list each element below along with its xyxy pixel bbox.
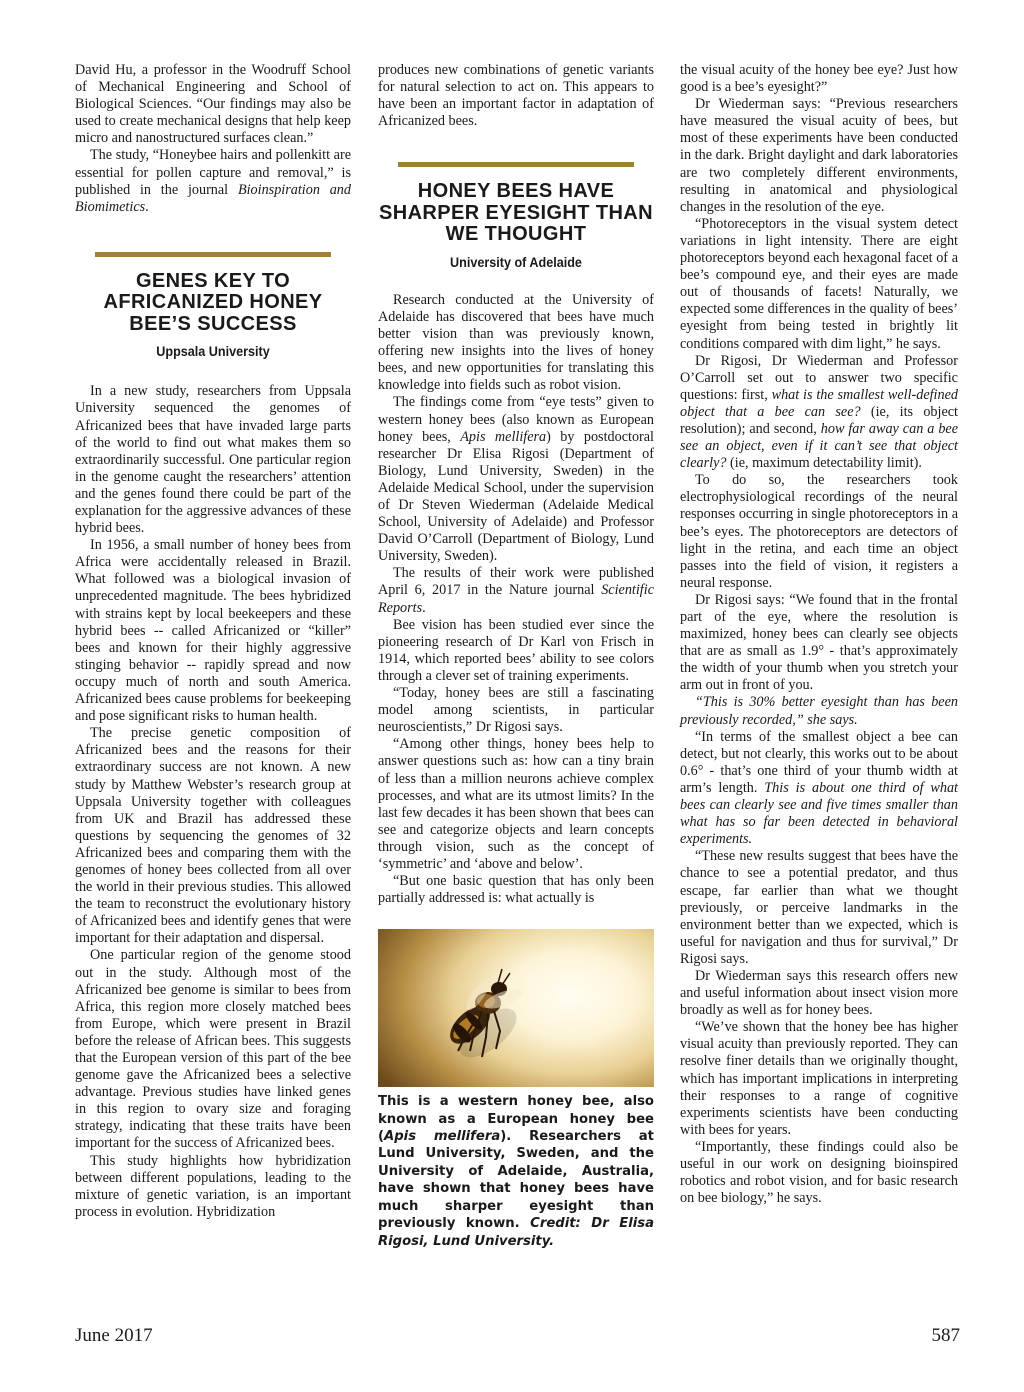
footer-date: June 2017 [75,1325,153,1346]
paragraph: “We’ve shown that the honey bee has higher visual acuity than previously reported. They can resolve finer details than we originally thought, which has important implications in interpreting their responses to a range of cognitive experiments scientists have been conducting with bees for years. [680,1019,958,1138]
paragraph: “These new results suggest that bees have the chance to see a potential predator, and thus escape, far earlier than what we thought previously, or perceive landmarks in the environment better than we expected, which is useful for navigation and thus for survival,” Dr Rigosi says. [680,848,958,967]
paragraph: David Hu, a professor in the Woodruff School of Mechanical Engineering and School of Biological Sciences. “Our findings may also be used to create mechanical designs that help keep micro and nanostructured surfaces clean.” [75,62,351,147]
section-divider [398,162,634,167]
paragraph-text: The study, “Honeybee hairs and pollenkitt are essential for pollen capture and removal,” is published in the journal [75,147,351,198]
column-1 [75,62,351,1221]
paragraph-text: (ie, maximum detectability limit). [726,455,922,472]
photo-credit: Credit: Dr Elisa Rigosi, Lund University. [378,1216,654,1249]
paragraph: To do so, the researchers took electrophysiological recordings of the neural responses occurring in single photoreceptors in a bee’s eyes. The photoreceptors are detectors of light in the retina, and each time an object passes into the field of vision, it registers a neural response. [680,472,958,591]
caption-text: This is a western honey bee, also known as a European honey bee ( [378,1094,654,1145]
paragraph [378,565,654,616]
paragraph-text: The findings come from “eye tests” given to western honey bees (also known as European honey bees, [378,394,654,445]
paragraph-text: . [422,599,426,616]
paragraph: In 1956, a small number of honey bees from Africa were accidentally released in Brazil. What followed was a biological invasion of unprecedented magnitude. The bees hybridized with strains kept by local beekeepers and these hybrid bees -- called Africanized or “killer” bees and known for their highly aggressive stinging behavior -- rapidly spread and now occupy much of north and south America. Africanized bees cause problems for beekeeping and pose significant risks to human health. [75,537,351,725]
paragraph: “Today, honey bees are still a fascinating model among scientists, in particular neuroscientists,” Dr Rigosi says. [378,685,654,736]
journal-name: Bioinspiration and Biomimetics [75,181,351,215]
column-3 [680,62,958,1207]
paragraph: One particular region of the genome stood out in the study. Although most of the Africanized bee genome is similar to bees from Africa, this region more closely matched bees from Europe, which were present in Brazil before the release of African bees. This suggests that the European version of this part of the bee genome gave the Africanized bees a selective advantage. Previous studies have linked genes in this region to ovary size and foraging strategy, indicating that these traits have been important for the success of Africanized bees. [75,947,351,1152]
paragraph-text: Dr Rigosi, Dr Wiederman and Professor O’Carroll set out to answer two specific questions: first, [680,352,958,403]
caption-text: ). Researchers at Lund University, Sweden, and the University of Adelaide, Australia, have shown that honey bees have much sharper eyesight than previously known. [378,1129,654,1232]
paragraph: In a new study, researchers from Uppsala University sequenced the genomes of Africanized bees that have invaded large parts of the world to find out what makes them so extraordinarily successful. One particular region in the genome caught the researchers’ attention and the genes found there could be part of the explanation for the aggressive advances of these hybrid bees. [75,383,351,537]
section-divider [95,252,331,257]
paragraph: Research conducted at the University of Adelaide has discovered that bees have much better vision than was previously known, offering new insights into the lives of honey bees, and new opportunities for translating this knowledge into fields such as robot vision. [378,291,654,394]
paragraph: “But one basic question that has only been partially addressed is: what actually is [378,873,654,907]
paragraph: Dr Wiederman says: “Previous researchers have measured the visual acuity of bees, but most of these experiments have been conducted in the dark. Bright daylight and dark laboratories are two completely different environments, resulting in anatomical and physiological changes in the resolution of the eye. [680,96,958,215]
paragraph: Dr Rigosi says: “We found that in the frontal part of the eye, where the resolution is maximized, honey bees can clearly see objects that are as small as 1.9° - that’s approximately the width of your thumb when you stretch your arm out in front of you. [680,591,958,694]
article-title: HONEY BEES HAVE SHARPER EYESIGHT THAN WE THOUGHT [379,180,653,246]
paragraph-text: “In terms of the smallest object a bee can detect, but not clearly, this works out to be about 0.6° - that’s one third of your thumb width at arm’s length. [680,728,958,796]
paragraph-text: . [145,198,149,215]
paragraph-text: ) by postdoctoral researcher Dr Elisa Rigosi (Department of Biology, Lund University, Sweden) in the Adelaide Medical School, under the supervision of Dr Steven Wiederman (Adelaide Medical School, University of Adelaide) and Professor David O’Carroll (Department of Biology, Lund University, Sweden). [378,428,654,565]
paragraph: The precise genetic composition of Africanized bees and the reasons for their extraordinary success are not known. A new study by Matthew Webster’s research group at Uppsala University together with colleagues from UK and Brazil has addressed these questions by sequencing the genomes of 32 Africanized bees and comparing them with the genomes of honey bees collected from all over the world in their previous studies. This allowed the team to reconstruct the evolutionary history of Africanized bees and identify genes that were important for their adaptation and dispersal. [75,725,351,947]
paragraph: the visual acuity of the honey bee eye? Just how good is a bee’s eyesight?” [680,62,958,96]
question-text: how far away can a bee see an object, even if it can’t see that object clearly? [680,420,959,472]
paragraph [680,729,958,849]
paragraph: produces new combinations of genetic variants for natural selection to act on. This appears to have been an important factor in adaptation of Africanized bees. [378,62,654,130]
paragraph: Dr Wiederman says this research offers new and useful information about insect vision more broadly as well as for honey bees. [680,967,958,1019]
paragraph-text: (ie, its object resolution); and second, [680,403,958,437]
paragraph-text: The results of their work were published April 6, 2017 in the Nature journal [378,565,654,599]
page-number: 587 [931,1325,960,1346]
photo-caption [378,1093,654,1250]
quote-text: “This is 30% better eyesight than has been previously recorded,” she says. [680,694,958,728]
paragraph [680,353,958,473]
emphasis-text: This is about one third of what bees can clearly see and five times smaller than what has so far been detected in behavioral experiments. [680,779,958,848]
paragraph [75,147,351,215]
paragraph: “Among other things, honey bees help to answer questions such as: how can a tiny brain of less than a million neurons achieve complex processes, and what are its utmost limits? In the last few decades it has been shown that bees can see and categorize objects and learn concepts through vision, such as the concept of ‘symmetric’ and ‘above and below’. [378,736,654,872]
species-name: Apis mellifera [460,428,547,445]
column-2 [378,62,654,1250]
article-source: Uppsala University [156,343,270,360]
species-name: Apis mellifera [384,1129,501,1145]
article-source: University of Adelaide [450,253,582,270]
paragraph: “Importantly, these findings could also be useful in our work on designing bioinspired robotics and robot vision, and for basic research on bee biology,” he says. [680,1138,958,1207]
paragraph: Bee vision has been studied ever since the pioneering research of Dr Karl von Frisch in 1914, which reported bees’ ability to see colors through a clever set of training experiments. [378,616,654,684]
bee-illustration [378,929,654,1087]
article-title: GENES KEY TO AFRICANIZED HONEY BEE’S SUCCESS [103,269,323,335]
paragraph: This study highlights how hybridization between different populations, leading to the mixture of genetic variation, is an important process in evolution. Hybridization [75,1152,351,1220]
journal-name: Scientific Reports [378,582,654,616]
honey-bee-photo [378,929,654,1087]
paragraph: “Photoreceptors in the visual system detect variations in light intensity. There are eight photoreceptors beyond each hexagonal facet of a bee’s compound eye, and their eyes are made out of thousands of facets! Naturally, we expected some differences in the quality of bees’ eyesight from being tested in brightly lit conditions compared with dim light,” he says. [680,215,958,352]
paragraph [680,694,958,728]
paragraph [378,394,654,565]
question-text: what is the smallest well-defined object that a bee can see? [680,386,958,420]
